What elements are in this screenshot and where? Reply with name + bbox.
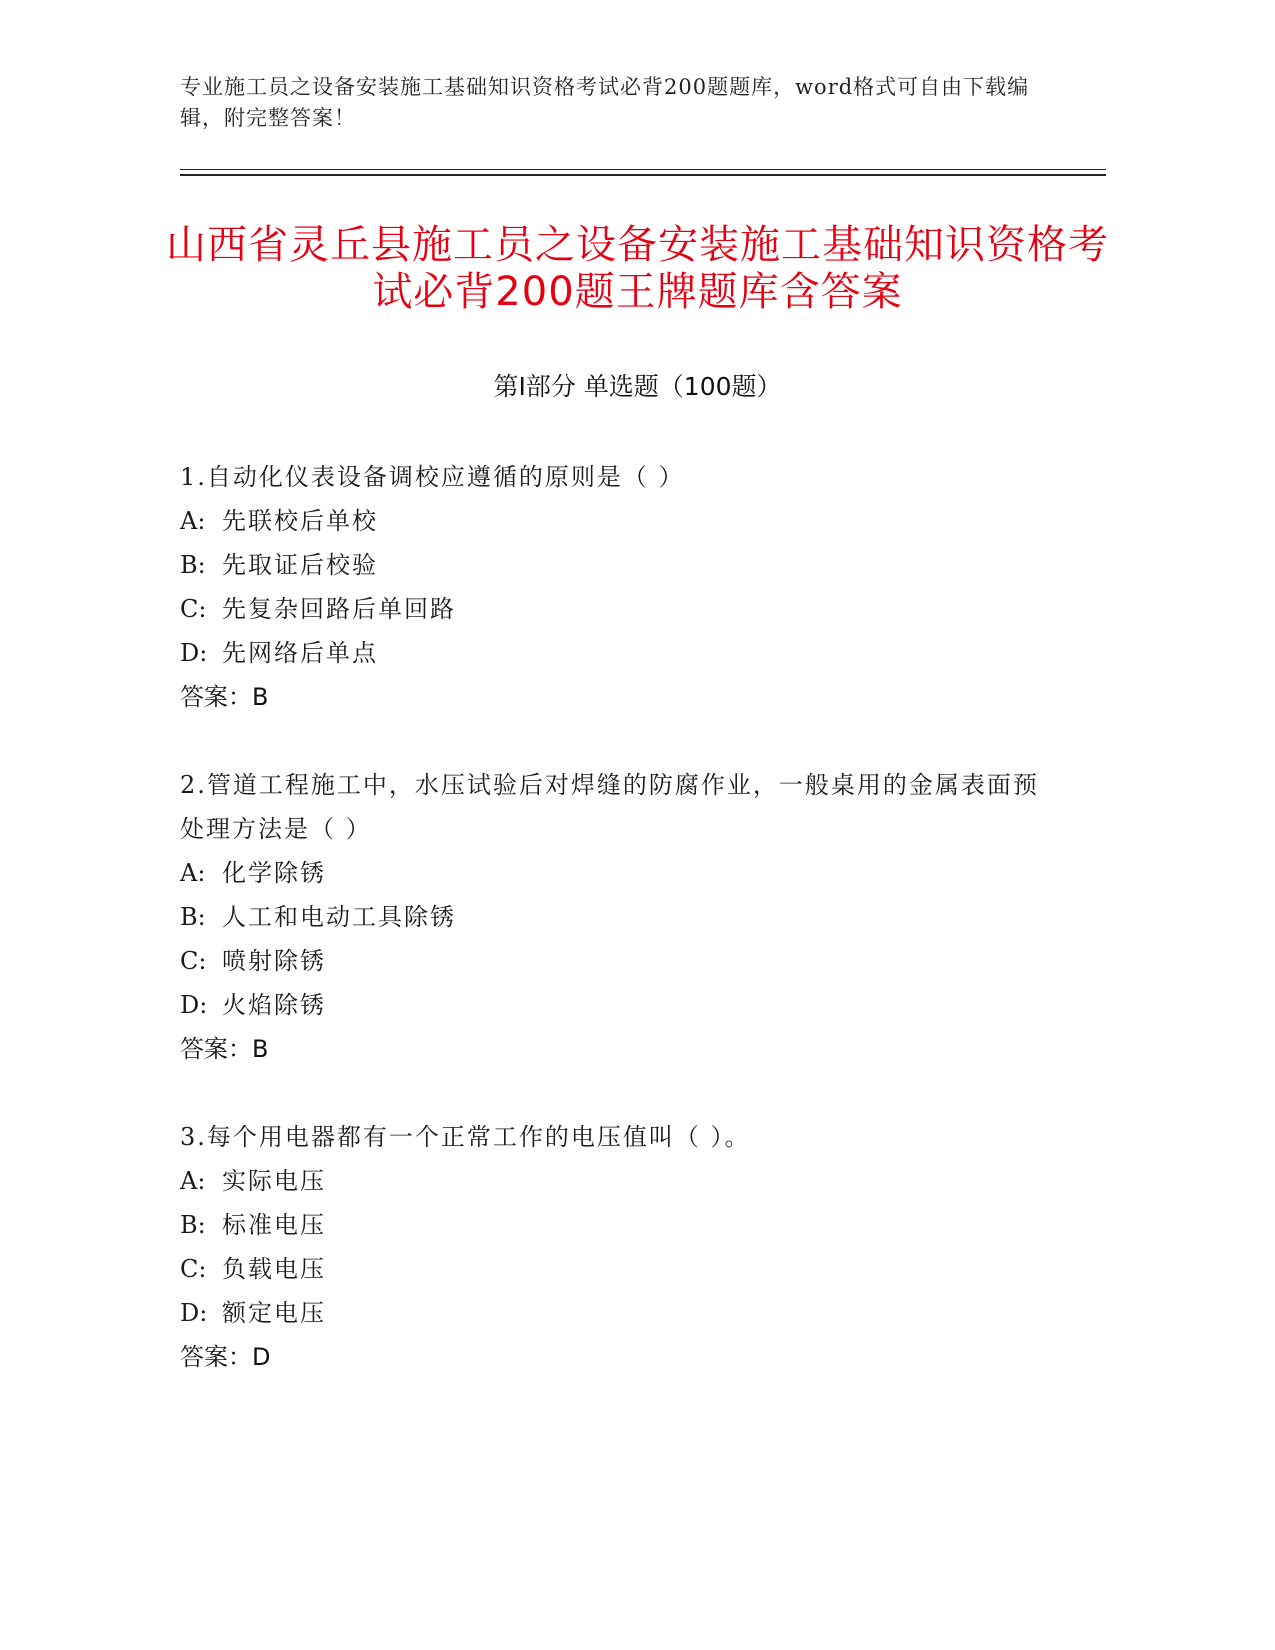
question-2 — [180, 763, 1040, 1071]
answer-line: 答案：B — [180, 1035, 269, 1063]
option-text: 负载电压 — [222, 1255, 326, 1283]
question-stem: 2.管道工程施工中，水压试验后对焊缝的防腐作业，一般桌用的金属表面预处理方法是（ ） — [180, 771, 1039, 843]
section-heading: 第Ⅰ部分 单选题（100题） — [493, 372, 782, 401]
option-key: B: — [180, 903, 206, 931]
header-divider-thick — [180, 174, 1106, 176]
option-text: 标准电压 — [222, 1211, 326, 1239]
option-a — [180, 851, 1040, 895]
option-key: B: — [180, 1211, 206, 1239]
question-3 — [180, 1115, 1040, 1379]
option-key: D: — [180, 1299, 208, 1327]
option-key: B: — [180, 551, 206, 579]
option-b — [180, 895, 1040, 939]
option-d — [180, 983, 1040, 1027]
option-text: 先联校后单校 — [222, 507, 378, 535]
option-a — [180, 1159, 1040, 1203]
option-text: 额定电压 — [222, 1299, 326, 1327]
question-stem: 3.每个用电器都有一个正常工作的电压值叫（ ）。 — [180, 1123, 751, 1151]
answer-line: 答案：D — [180, 1343, 271, 1371]
option-key: D: — [180, 639, 208, 667]
option-text: 实际电压 — [222, 1167, 326, 1195]
option-key: C: — [180, 595, 207, 623]
option-text: 先取证后校验 — [222, 551, 378, 579]
option-key: A: — [180, 859, 206, 887]
option-text: 先复杂回路后单回路 — [222, 595, 456, 623]
question-list — [180, 455, 1040, 1423]
header-divider-thin — [180, 169, 1106, 170]
question-stem: 1.自动化仪表设备调校应遵循的原则是（ ） — [180, 463, 685, 491]
option-text: 喷射除锈 — [222, 947, 326, 975]
answer-line: 答案：B — [180, 683, 269, 711]
option-key: C: — [180, 947, 207, 975]
option-a — [180, 499, 1040, 543]
option-key: D: — [180, 991, 208, 1019]
option-c — [180, 1247, 1040, 1291]
option-d — [180, 631, 1040, 675]
option-key: A: — [180, 507, 206, 535]
option-b — [180, 1203, 1040, 1247]
option-c — [180, 939, 1040, 983]
option-b — [180, 543, 1040, 587]
option-d — [180, 1291, 1040, 1335]
option-text: 化学除锈 — [222, 859, 326, 887]
question-1 — [180, 455, 1040, 719]
option-text: 火焰除锈 — [222, 991, 326, 1019]
option-key: A: — [180, 1167, 206, 1195]
option-c — [180, 587, 1040, 631]
header-note: 专业施工员之设备安装施工基础知识资格考试必背200题题库，word格式可自由下载编辑，附完整答案！ — [180, 75, 1030, 130]
option-text: 人工和电动工具除锈 — [222, 903, 456, 931]
option-text: 先网络后单点 — [222, 639, 378, 667]
document-title: 山西省灵丘县施工员之设备安装施工基础知识资格考试必背200题王牌题库含答案 — [166, 222, 1109, 315]
option-key: C: — [180, 1255, 207, 1283]
